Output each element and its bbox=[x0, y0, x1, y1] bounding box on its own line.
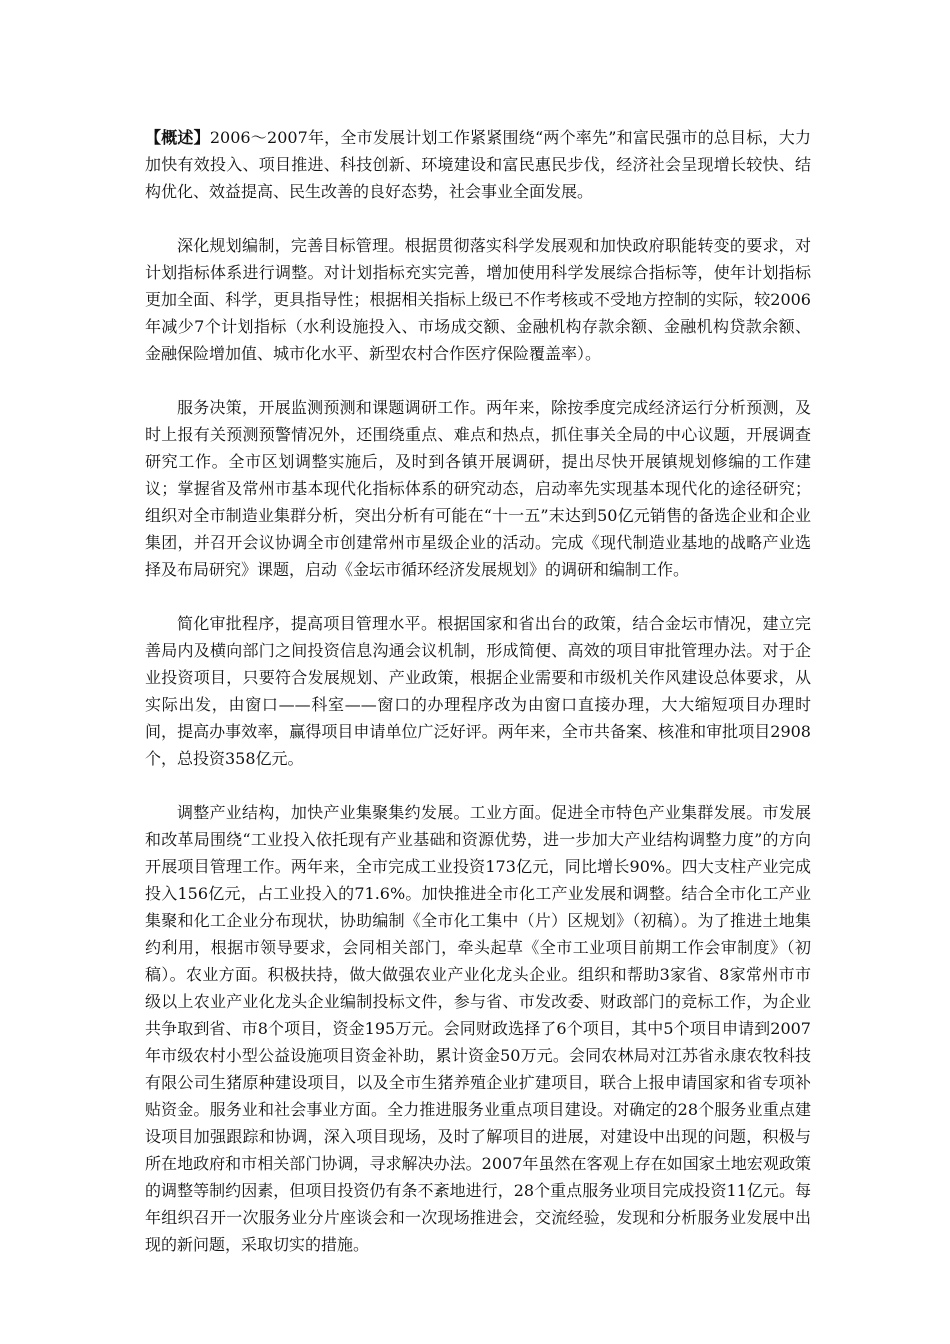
overview-heading: 【概述】 bbox=[145, 128, 210, 147]
overview-paragraph bbox=[145, 124, 811, 205]
planning-paragraph: 深化规划编制，完善目标管理。根据贯彻落实科学发展观和加快政府职能转变的要求，对计划指标体系进行调整。对计划指标充实完善，增加使用科学发展综合指标等，使年计划指标更加全面、科学，更具指导性；根据相关指标上级已不作考核或不受地方控制的实际，较2006年减少7个计划指标（水利设施投入、市场成交额、金融机构存款余额、金融机构贷款余额、金融保险增加值、城市化水平、新型农村合作医疗保险覆盖率）。 bbox=[145, 236, 811, 363]
overview-text: 2006～2007年，全市发展计划工作紧紧围绕“两个率先”和富民强市的总目标，大力加快有效投入、项目推进、科技创新、环境建设和富民惠民步伐，经济社会呈现增长较快、结构优化、效益提高、民生改善的良好态势，社会事业全面发展。 bbox=[145, 128, 811, 201]
approval-paragraph: 简化审批程序，提高项目管理水平。根据国家和省出台的政策，结合金坛市情况，建立完善局内及横向部门之间投资信息沟通会议机制，形成简便、高效的项目审批管理办法。对于企业投资项目，只要符合发展规划、产业政策，根据企业需要和市级机关作风建设总体要求，从实际出发，由窗口——科室——窗口的办理程序改为由窗口直接办理，大大缩短项目办理时间，提高办事效率，赢得项目申请单位广泛好评。两年来，全市共备案、核准和审批项目2908个，总投资358亿元。 bbox=[145, 614, 811, 768]
decision-service-paragraph: 服务决策，开展监测预测和课题调研工作。两年来，除按季度完成经济运行分析预测，及时上报有关预测预警情况外，还围绕重点、难点和热点，抓住事关全局的中心议题，开展调查研究工作。全市区划调整实施后，及时到各镇开展调研，提出尽快开展镇规划修编的工作建议；掌握省及常州市基本现代化指标体系的研究动态，启动率先实现基本现代化的途径研究；组织对全市制造业集群分析，突出分析有可能在“十一五”末达到50亿元销售的备选企业和企业集团，并召开会议协调全市创建常州市星级企业的活动。完成《现代制造业基地的战略产业选择及布局研究》课题，启动《金坛市循环经济发展规划》的调研和编制工作。 bbox=[145, 398, 811, 579]
document-body bbox=[145, 124, 811, 1285]
industry-structure-paragraph: 调整产业结构，加快产业集聚集约发展。工业方面。促进全市特色产业集群发展。市发展和改革局围绕“工业投入依托现有产业基础和资源优势，进一步加大产业结构调整力度”的方向开展项目管理工作。两年来，全市完成工业投资173亿元，同比增长90%。四大支柱产业完成投入156亿元，占工业投入的71.6%。加快推进全市化工产业发展和调整。结合全市化工产业集聚和化工企业分布现状，协助编制《全市化工集中（片）区规划》（初稿）。为了推进土地集约利用，根据市领导要求，会同相关部门，牵头起草《全市工业项目前期工作会审制度》（初稿）。农业方面。积极扶持，做大做强农业产业化龙头企业。组织和帮助3家省、8家常州市市级以上农业产业化龙头企业编制投标文件，参与省、市发改委、财政部门的竞标工作，为企业共争取到省、市8个项目，资金195万元。会同财政选择了6个项目，其中5个项目申请到2007年市级农村小型公益设施项目资金补助，累计资金50万元。会同农林局对江苏省永康农牧科技有限公司生猪原种建设项目，以及全市生猪养殖企业扩建项目，联合上报申请国家和省专项补贴资金。服务业和社会事业方面。全力推进服务业重点项目建设。对确定的28个服务业重点建设项目加强跟踪和协调，深入项目现场，及时了解项目的进展，对建设中出现的问题，积极与所在地政府和市相关部门协调，寻求解决办法。2007年虽然在客观上存在如国家土地宏观政策的调整等制约因素，但项目投资仍有条不紊地进行，28个重点服务业项目完成投资11亿元。每年组织召开一次服务业分片座谈会和一次现场推进会，交流经验，发现和分析服务业发展中出现的新问题，采取切实的措施。 bbox=[145, 803, 811, 1254]
